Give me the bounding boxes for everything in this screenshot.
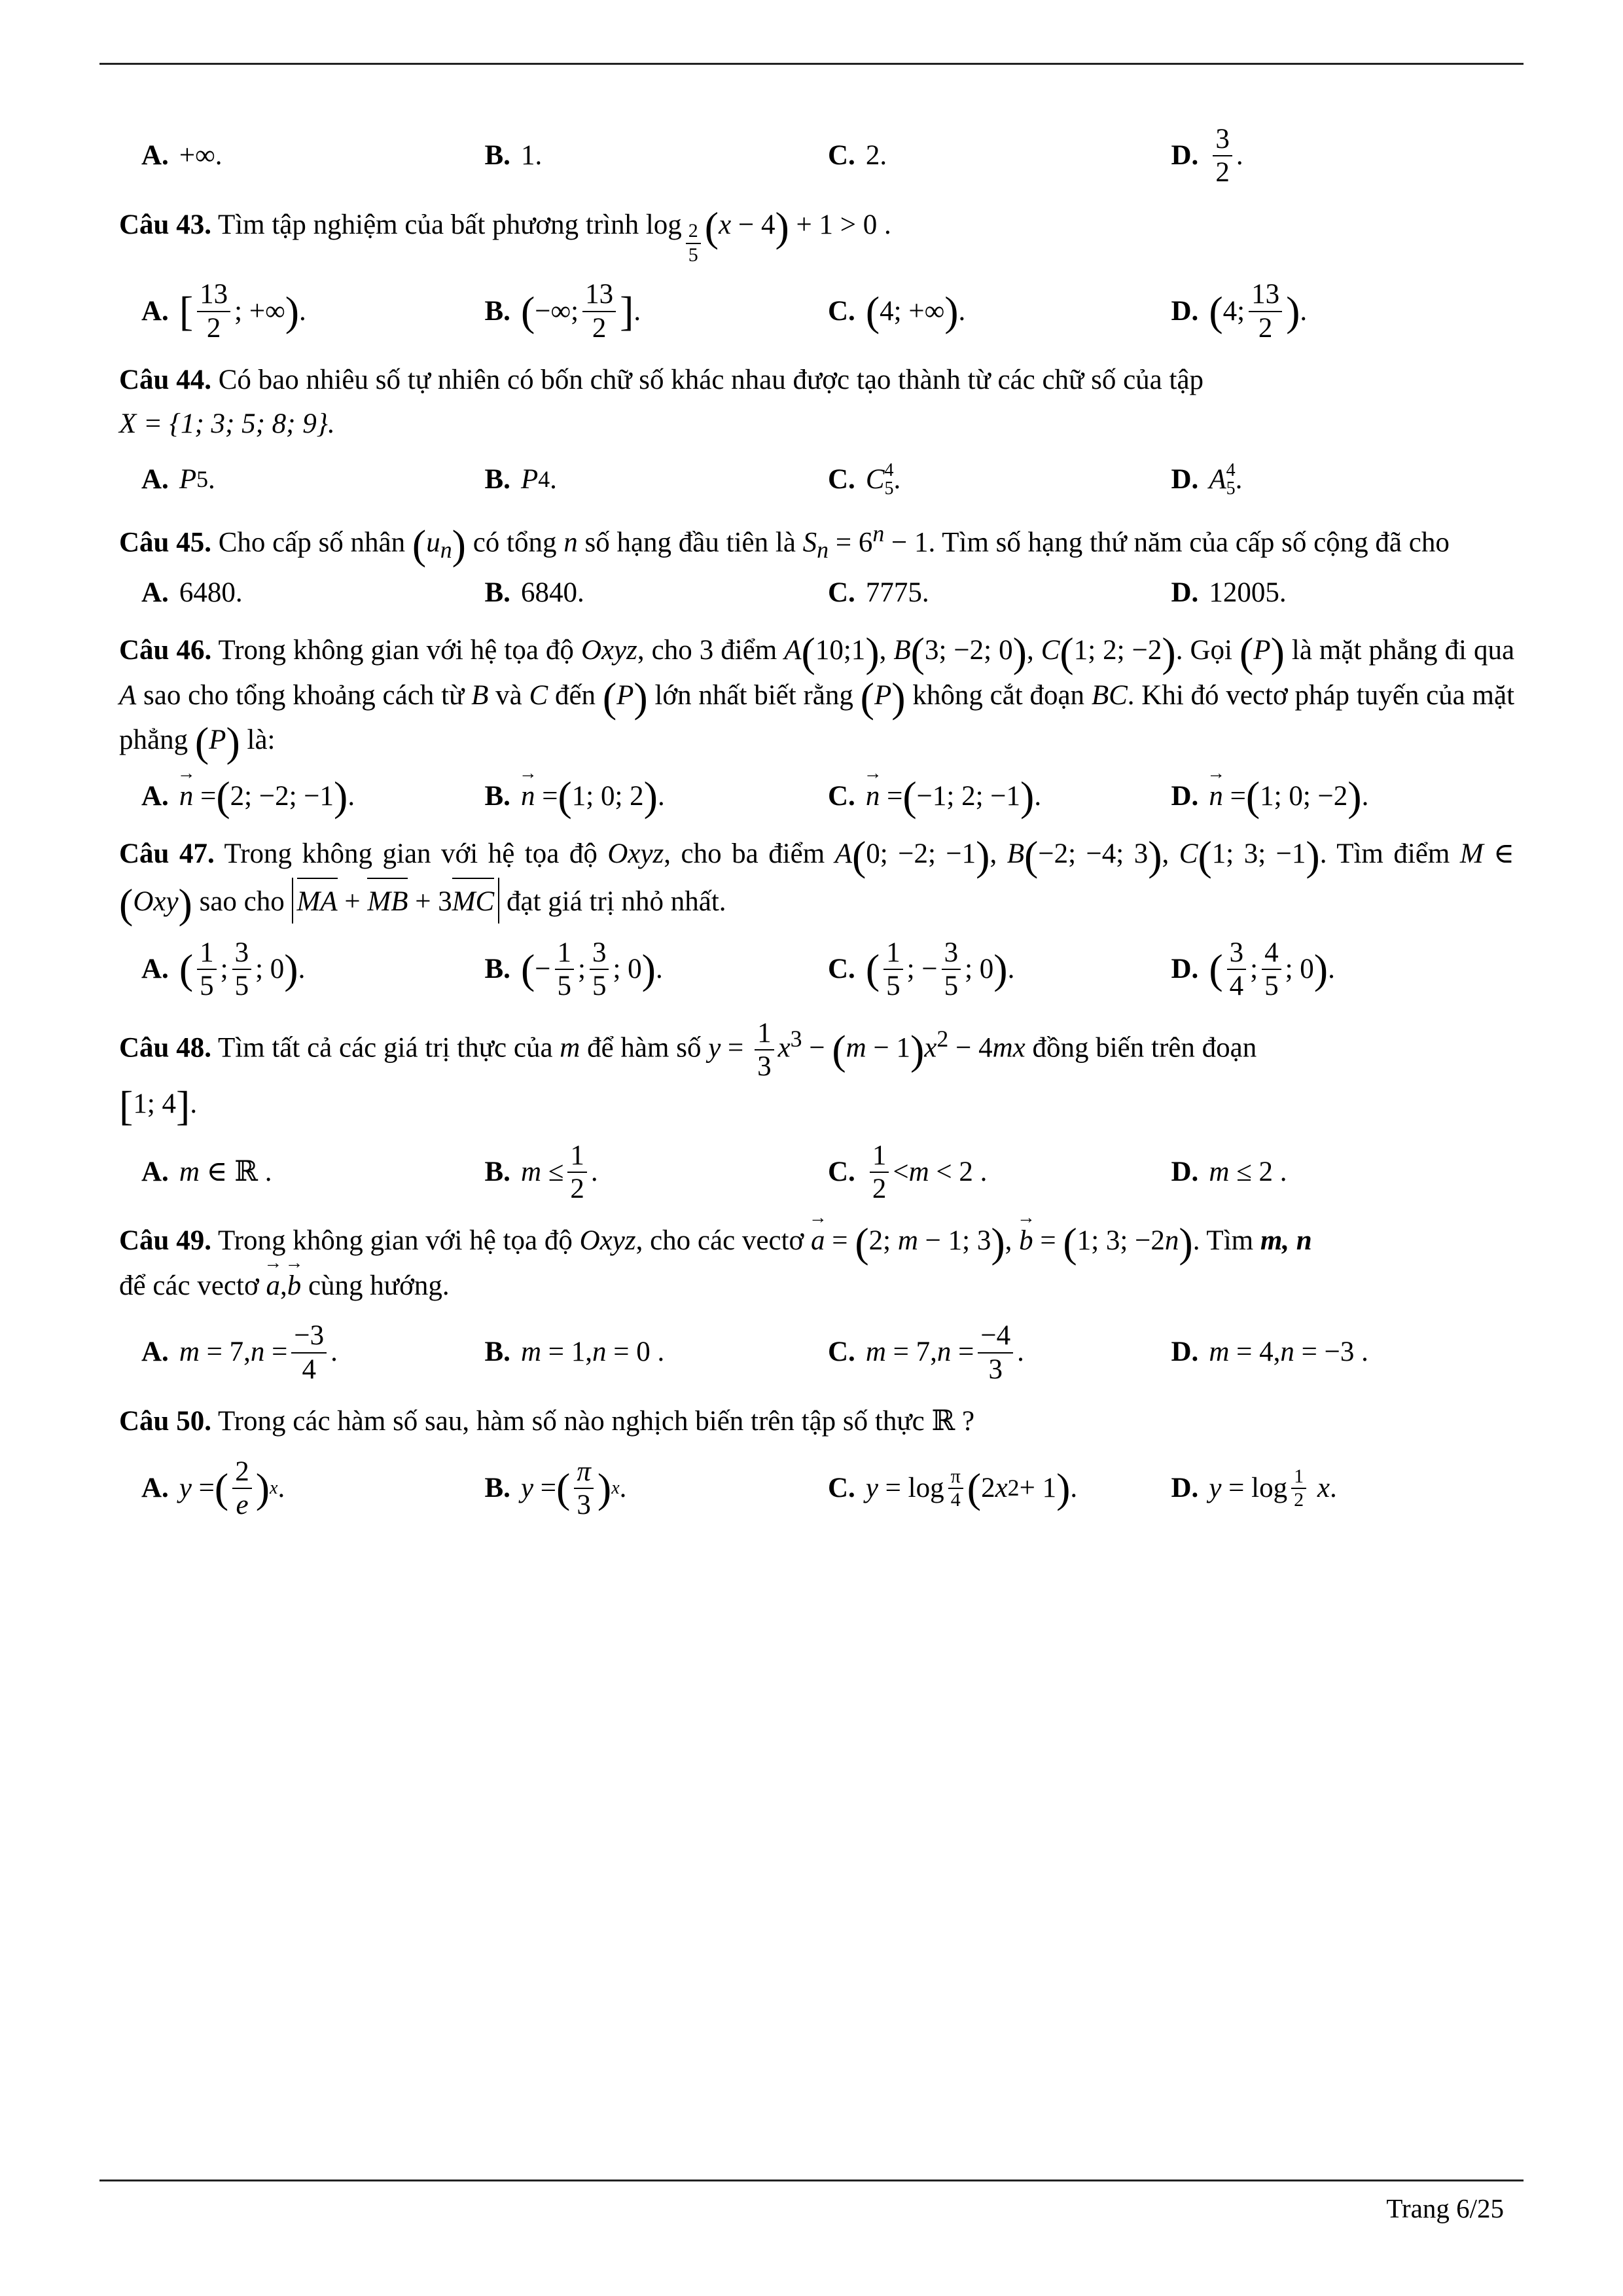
question-43: Câu 43. Tìm tập nghiệm của bất phương trình log $_{\frac{2}{5}}$ (x − 4) + 1 > 0 . <box>119 204 891 266</box>
q47-option-a[interactable]: A. ( $\frac{1}{5}$ ; $\frac{3}{5}$ ; 0 ) . <box>141 937 306 1002</box>
q49-option-b[interactable]: B. m = 1, n = 0 . <box>484 1336 665 1368</box>
q42-option-d[interactable]: D. $\frac{3}{2}$ . <box>1171 124 1243 188</box>
q48-option-c[interactable]: C. $\frac{1}{2}$ < m < 2 . <box>828 1139 988 1204</box>
q49-option-a[interactable]: A. m = 7, n = $\frac{-3}{4}$ . <box>141 1320 338 1385</box>
question-49: Câu 49. Trong không gian với hệ tọa độ Oxyz, cho các vectơ → a = (2; m − 1; 3), → b = (1; 3; −2n). Tìm m, n để các vectơ → a,→ b cùng hướng. <box>119 1219 1514 1308</box>
q49-option-c[interactable]: C. m = 7, n = $\frac{-4}{3}$ . <box>828 1320 1024 1385</box>
question-50: Câu 50. Trong các hàm số sau, hàm số nào nghịch biến trên tập số thực ℝ ? <box>119 1406 975 1437</box>
q47-options <box>119 937 1514 1003</box>
q50-option-b[interactable]: B. y = ( $\frac{\pi}{3}$ ) x . <box>484 1456 627 1521</box>
q46-option-b[interactable]: B. → n = ( 1; 0; 2 ) . <box>485 775 829 819</box>
q48-option-a[interactable]: A. m ∈ ℝ . <box>141 1156 272 1187</box>
q47-option-b[interactable]: B. ( − $\frac{1}{5}$ ; $\frac{3}{5}$ ; 0 ) . <box>484 937 663 1002</box>
q50-option-d[interactable]: D. y = log $\frac{1}{2}$ x . <box>1171 1465 1337 1511</box>
q42-option-a[interactable]: A. +∞. <box>141 140 223 171</box>
q42-option-c[interactable]: C. 2. <box>828 140 887 171</box>
q44-option-a[interactable]: A. P 5 . <box>141 463 215 495</box>
question-47: Câu 47. Trong không gian với hệ tọa độ Oxyz, cho ba điểm A(0; −2; −1), B(−2; −4; 3), C(1; 3; −1). Tìm điểm M ∈ (Oxy) sao cho MA + MB + 3MC đạt giá trị nhỏ nhất. <box>119 833 1514 927</box>
footer-rule <box>99 2179 1524 2181</box>
header-rule <box>99 63 1524 65</box>
question-48: Câu 48. Tìm tất cả các giá trị thực của m để hàm số y = $\frac{1}{3}$ $x^3 - (m - 1)x^2 - 4mx$ đồng biến trên đoạn [1; 4]. <box>119 1017 1257 1130</box>
question-46: Câu 46. Trong không gian với hệ tọa độ Oxyz, cho 3 điểm A(10;1), B(3; −2; 0), C(1; 2; −2). Gọi (P) là mặt phẳng đi qua A sao cho tổng khoảng cách từ B và C đến (P) lớn nhất biết rằng (P) không cắt đoạn BC. Khi đó vectơ pháp tuyến của mặt phẳng (P) là: <box>119 629 1515 765</box>
q43-option-a[interactable]: A. [ $\frac{13}{2}$ ; +∞ ) . <box>141 279 306 344</box>
page-content <box>119 111 1514 1536</box>
q48-option-b[interactable]: B. m ≤ $\frac{1}{2}$ . <box>484 1139 598 1204</box>
q46-option-d[interactable]: D. → n = ( 1; 0; −2 ) . <box>1171 775 1515 819</box>
q50-options <box>119 1456 1514 1522</box>
q49-option-d[interactable]: D. m = 4, n = −3 . <box>1171 1336 1368 1368</box>
q44-option-b[interactable]: B. P 4 . <box>484 463 557 495</box>
q47-option-d[interactable]: D. ( $\frac{3}{4}$ ; $\frac{4}{5}$ ; 0 ) . <box>1171 937 1335 1002</box>
q48-options <box>119 1139 1514 1206</box>
question-44: Câu 44. Có bao nhiêu số tự nhiên có bốn chữ số khác nhau được tạo thành từ các chữ số của tập X = {1; 3; 5; 8; 9}. <box>119 365 1204 439</box>
q45-option-a[interactable]: A. 6480. <box>141 577 243 608</box>
page-number: Trang 6/25 <box>1386 2193 1504 2223</box>
q45-option-b[interactable]: B. 6840. <box>484 577 584 608</box>
q46-options <box>119 775 1514 819</box>
q44-option-d[interactable]: D. A 4 5 . <box>1171 459 1243 499</box>
q42-options <box>119 123 1514 189</box>
q44-options <box>119 458 1514 502</box>
q43-option-d[interactable]: D. ( 4; $\frac{13}{2}$ ) . <box>1171 279 1308 344</box>
question-45: Câu 45. Cho cấp số nhân $(u_n)$ có tổng n số hạng đầu tiên là $S_n = 6^n - 1$. Tìm số hạng thứ năm của cấp số cộng đã cho <box>119 520 1450 568</box>
q49-options <box>119 1319 1514 1386</box>
q45-options <box>119 571 1514 615</box>
q48-option-d[interactable]: D. m ≤ 2 . <box>1171 1156 1287 1187</box>
q45-option-d[interactable]: D. 12005. <box>1171 577 1287 608</box>
q46-option-c[interactable]: C. → n = ( −1; 2; −1 ) . <box>828 775 1171 819</box>
q50-option-c[interactable]: C. y = log $\frac{\pi}{4}$ ( 2 x 2 + 1 ) . <box>828 1465 1078 1512</box>
q47-option-c[interactable]: C. ( $\frac{1}{5}$ ; − $\frac{3}{5}$ ; 0 ) . <box>828 937 1015 1002</box>
q50-option-a[interactable]: A. y = ( $\frac{2}{e}$ ) x . <box>141 1456 285 1521</box>
q43-option-b[interactable]: B. ( −∞; $\frac{13}{2}$ ] . <box>484 279 641 344</box>
q42-option-b[interactable]: B. 1. <box>484 140 543 171</box>
q43-option-c[interactable]: C. ( 4; +∞ ) . <box>828 287 966 334</box>
q45-option-c[interactable]: C. 7775. <box>828 577 929 608</box>
q46-option-a[interactable]: A. → n = ( 2; −2; −1 ) . <box>119 775 485 819</box>
q43-options <box>119 278 1514 344</box>
q44-option-c[interactable]: C. C 4 5 . <box>828 459 901 499</box>
